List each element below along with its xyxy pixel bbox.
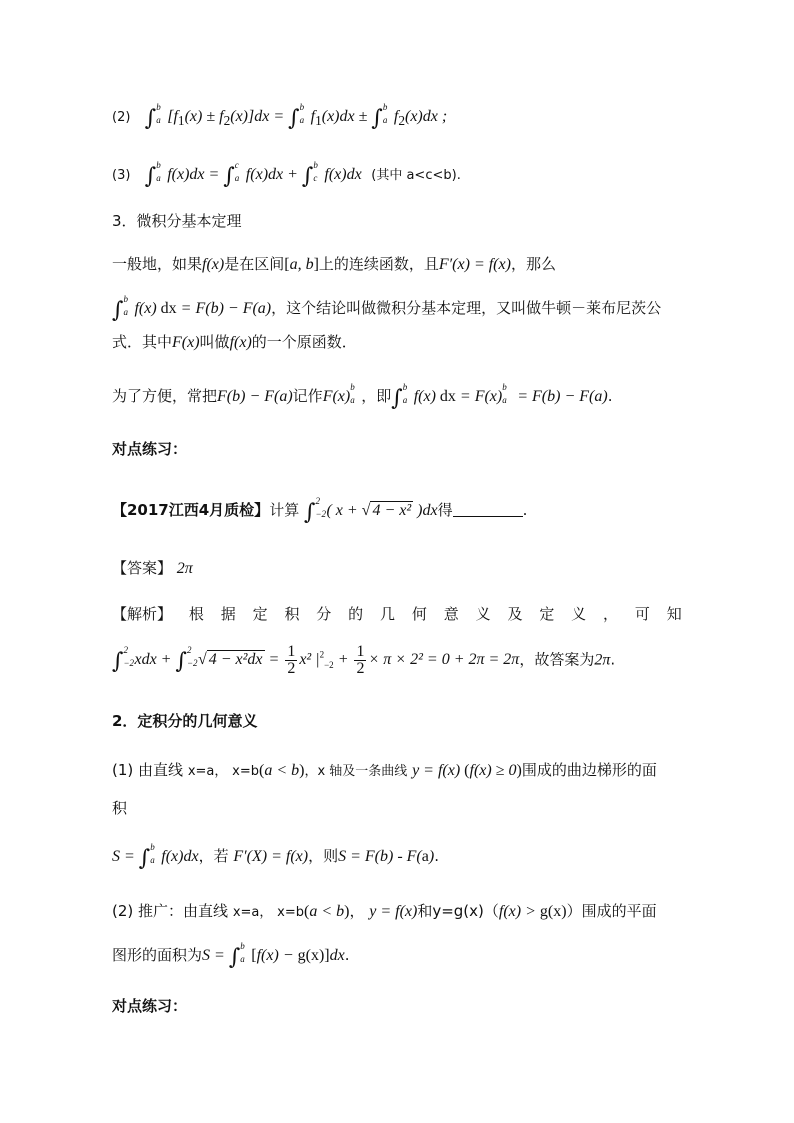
integral-linearity-formula: ∫ b a $[f_1(x) \pm f_2(x)]dx$ = ∫ b a $f_1(x)dx$ ± ∫ b a $f_2(x)dx$ ;: [144, 102, 448, 131]
analysis-char: 根: [188, 605, 204, 623]
analysis-result: 2π: [594, 651, 611, 669]
math-interval: [a, b]: [284, 256, 319, 273]
math-fx: f(x): [229, 334, 252, 351]
area-formula-line: S = ∫ b a f(x)dx，若 F′(X) = f(x)，则S = F(b) - F(a).: [112, 842, 439, 871]
answer-blank: [453, 502, 523, 517]
newton-leibniz-formula: ∫ b a f(x) dx = F(b) − F(a): [112, 294, 272, 323]
analysis-line-1: [112, 603, 682, 625]
text: 为了方便，常把: [112, 387, 218, 405]
math-derivative-condition: F′(x) = f(x): [438, 256, 511, 273]
question-text: 计算: [269, 501, 300, 519]
answer-value: 2π: [176, 560, 193, 577]
text: (2) 推广：由直线: [112, 902, 229, 920]
analysis-line-2: ∫ 2 −2 xdx + ∫ 2 −2 √ 4 − x²dx = $\frac{1}{2}$ x² $|^2_{-2}$ + $\frac{1}{2}$ × π × 2² = 0 + 2π = 2π，故答案为2π.: [112, 643, 616, 678]
math-Fb-Fa: F(b) − F(a): [217, 388, 293, 405]
analysis-char: 可: [634, 605, 650, 623]
analysis-char: 何: [411, 605, 427, 623]
math-curve: y = f(x) (f(x) ≥ 0): [412, 762, 522, 779]
text: x=a，: [232, 905, 273, 920]
theorem-line-3: [112, 331, 357, 354]
math-area-result: S = F(b) - F(a): [338, 848, 435, 865]
practice-heading: 对点练习：: [112, 997, 188, 1015]
analysis-char: 的: [348, 605, 364, 623]
analysis-char: 知: [666, 605, 682, 623]
analysis-formula: ∫ 2 −2 xdx + ∫ 2 −2 √ 4 − x²dx = $\frac{1}{2}$ x² $|^2_{-2}$ + $\frac{1}{2}$ × π × 2² = 0 + 2π = 2π: [112, 643, 520, 678]
text: 记作: [292, 387, 323, 405]
notation-line: 为了方便，常把F(b) − F(a)记作F(x) b a ，即∫ b a f(x) dx = F(x) b a = F(b) − F(a).: [112, 382, 613, 411]
analysis-char: 据: [220, 605, 236, 623]
text: 叫做: [199, 333, 230, 351]
analysis-char: 及: [507, 605, 523, 623]
text: x=a，: [187, 764, 228, 779]
math-area-between-curves: S = ∫ b a [f(x) − g(x)]dx: [202, 941, 345, 970]
answer-label: 【答案】: [112, 559, 173, 577]
analysis-label: 【解析】: [112, 605, 173, 623]
formula-item-2: [112, 103, 447, 132]
text: 式．其中: [112, 333, 173, 351]
text: x=b: [277, 905, 304, 920]
analysis-char: 义: [475, 605, 491, 623]
analysis-char: 定: [539, 605, 555, 623]
math-notation-identity: ∫ b a f(x) dx = F(x) b a = F(b) − F(a): [391, 382, 608, 411]
text: (1) 由直线: [112, 761, 184, 779]
math-Fx: F(x): [172, 334, 200, 351]
analysis-char: ，: [603, 605, 619, 623]
section-title: 2．定积分的几何意义: [112, 712, 258, 730]
area-formula: S = ∫ b a f(x)dx: [112, 842, 199, 871]
math-fx-gt-gx: f(x) > g(x): [498, 903, 567, 920]
text: ）围成的平面: [566, 902, 657, 920]
analysis-char: 几: [380, 605, 396, 623]
answer-line: [112, 557, 193, 580]
text: ，若: [198, 847, 229, 865]
text: 是在区间: [224, 255, 285, 273]
math-bracket-notation: F(x) b a: [322, 382, 355, 405]
theorem-line-2: [112, 295, 661, 322]
analysis-char: 分: [316, 605, 332, 623]
question-line: 【2017江西4月质检】计算 ∫ 2 −2 ( x + √ 4 − x² )dx得 .: [112, 496, 528, 525]
generalization-line-1: (2) 推广：由直线 x=a， x=b(a < b)， y = f(x)和y=g(x)（f(x) > g(x)）围成的平面: [112, 902, 657, 920]
math-derivative: F′(X) = f(x): [233, 848, 309, 865]
item3-note: (其中 a<c<b).: [371, 168, 461, 183]
text: ，故答案为: [519, 650, 595, 669]
math-fx: f(x): [202, 256, 225, 273]
generalization-line-2: 图形的面积为S = ∫ b a [f(x) − g(x)]dx.: [112, 941, 350, 970]
question-integral: ∫ 2 −2 ( x + √ 4 − x² )dx: [303, 496, 438, 525]
integral-additivity-formula: ∫ b a f(x)dx = ∫ c a f(x)dx + ∫ b c f(x)dx: [144, 160, 362, 189]
math-a-lt-b: (a < b): [259, 762, 305, 779]
text: 图形的面积为: [112, 946, 203, 964]
question-end: 得: [437, 501, 453, 519]
text: 一般地，如果: [112, 255, 203, 273]
text: x=b: [232, 764, 259, 779]
item-number: (2): [112, 110, 131, 125]
text: ，那么: [510, 255, 556, 273]
text: 的一个原函数．: [251, 333, 357, 351]
theorem-line-1: [112, 253, 556, 276]
analysis-char: 定: [252, 605, 268, 623]
text: 上的连续函数，且: [318, 255, 439, 273]
text: ，x 轴及一条曲线: [304, 764, 408, 779]
practice-heading: 对点练习：: [112, 440, 188, 458]
text: ，则: [308, 847, 339, 865]
text: 围成的曲边梯形的面: [521, 761, 657, 779]
section-title: 3．微积分基本定理: [112, 212, 242, 230]
question-source: 【2017江西4月质检】: [112, 501, 270, 519]
formula-item-3: [112, 161, 461, 188]
math-a-lt-b: (a < b): [304, 903, 350, 920]
item-number: (3): [112, 168, 131, 183]
text: 和y=g(x)（: [417, 902, 499, 920]
text: ，即: [361, 387, 392, 405]
math-y-fx: y = f(x): [369, 903, 418, 920]
analysis-char: 义: [571, 605, 587, 623]
analysis-char: 意: [443, 605, 459, 623]
geometric-line-1b: 积: [112, 799, 128, 817]
analysis-char: 积: [284, 605, 300, 623]
geometric-line-1: [112, 759, 657, 783]
text: ，这个结论叫做微积分基本定理，又叫做牛顿－莱布尼茨公: [271, 299, 662, 317]
